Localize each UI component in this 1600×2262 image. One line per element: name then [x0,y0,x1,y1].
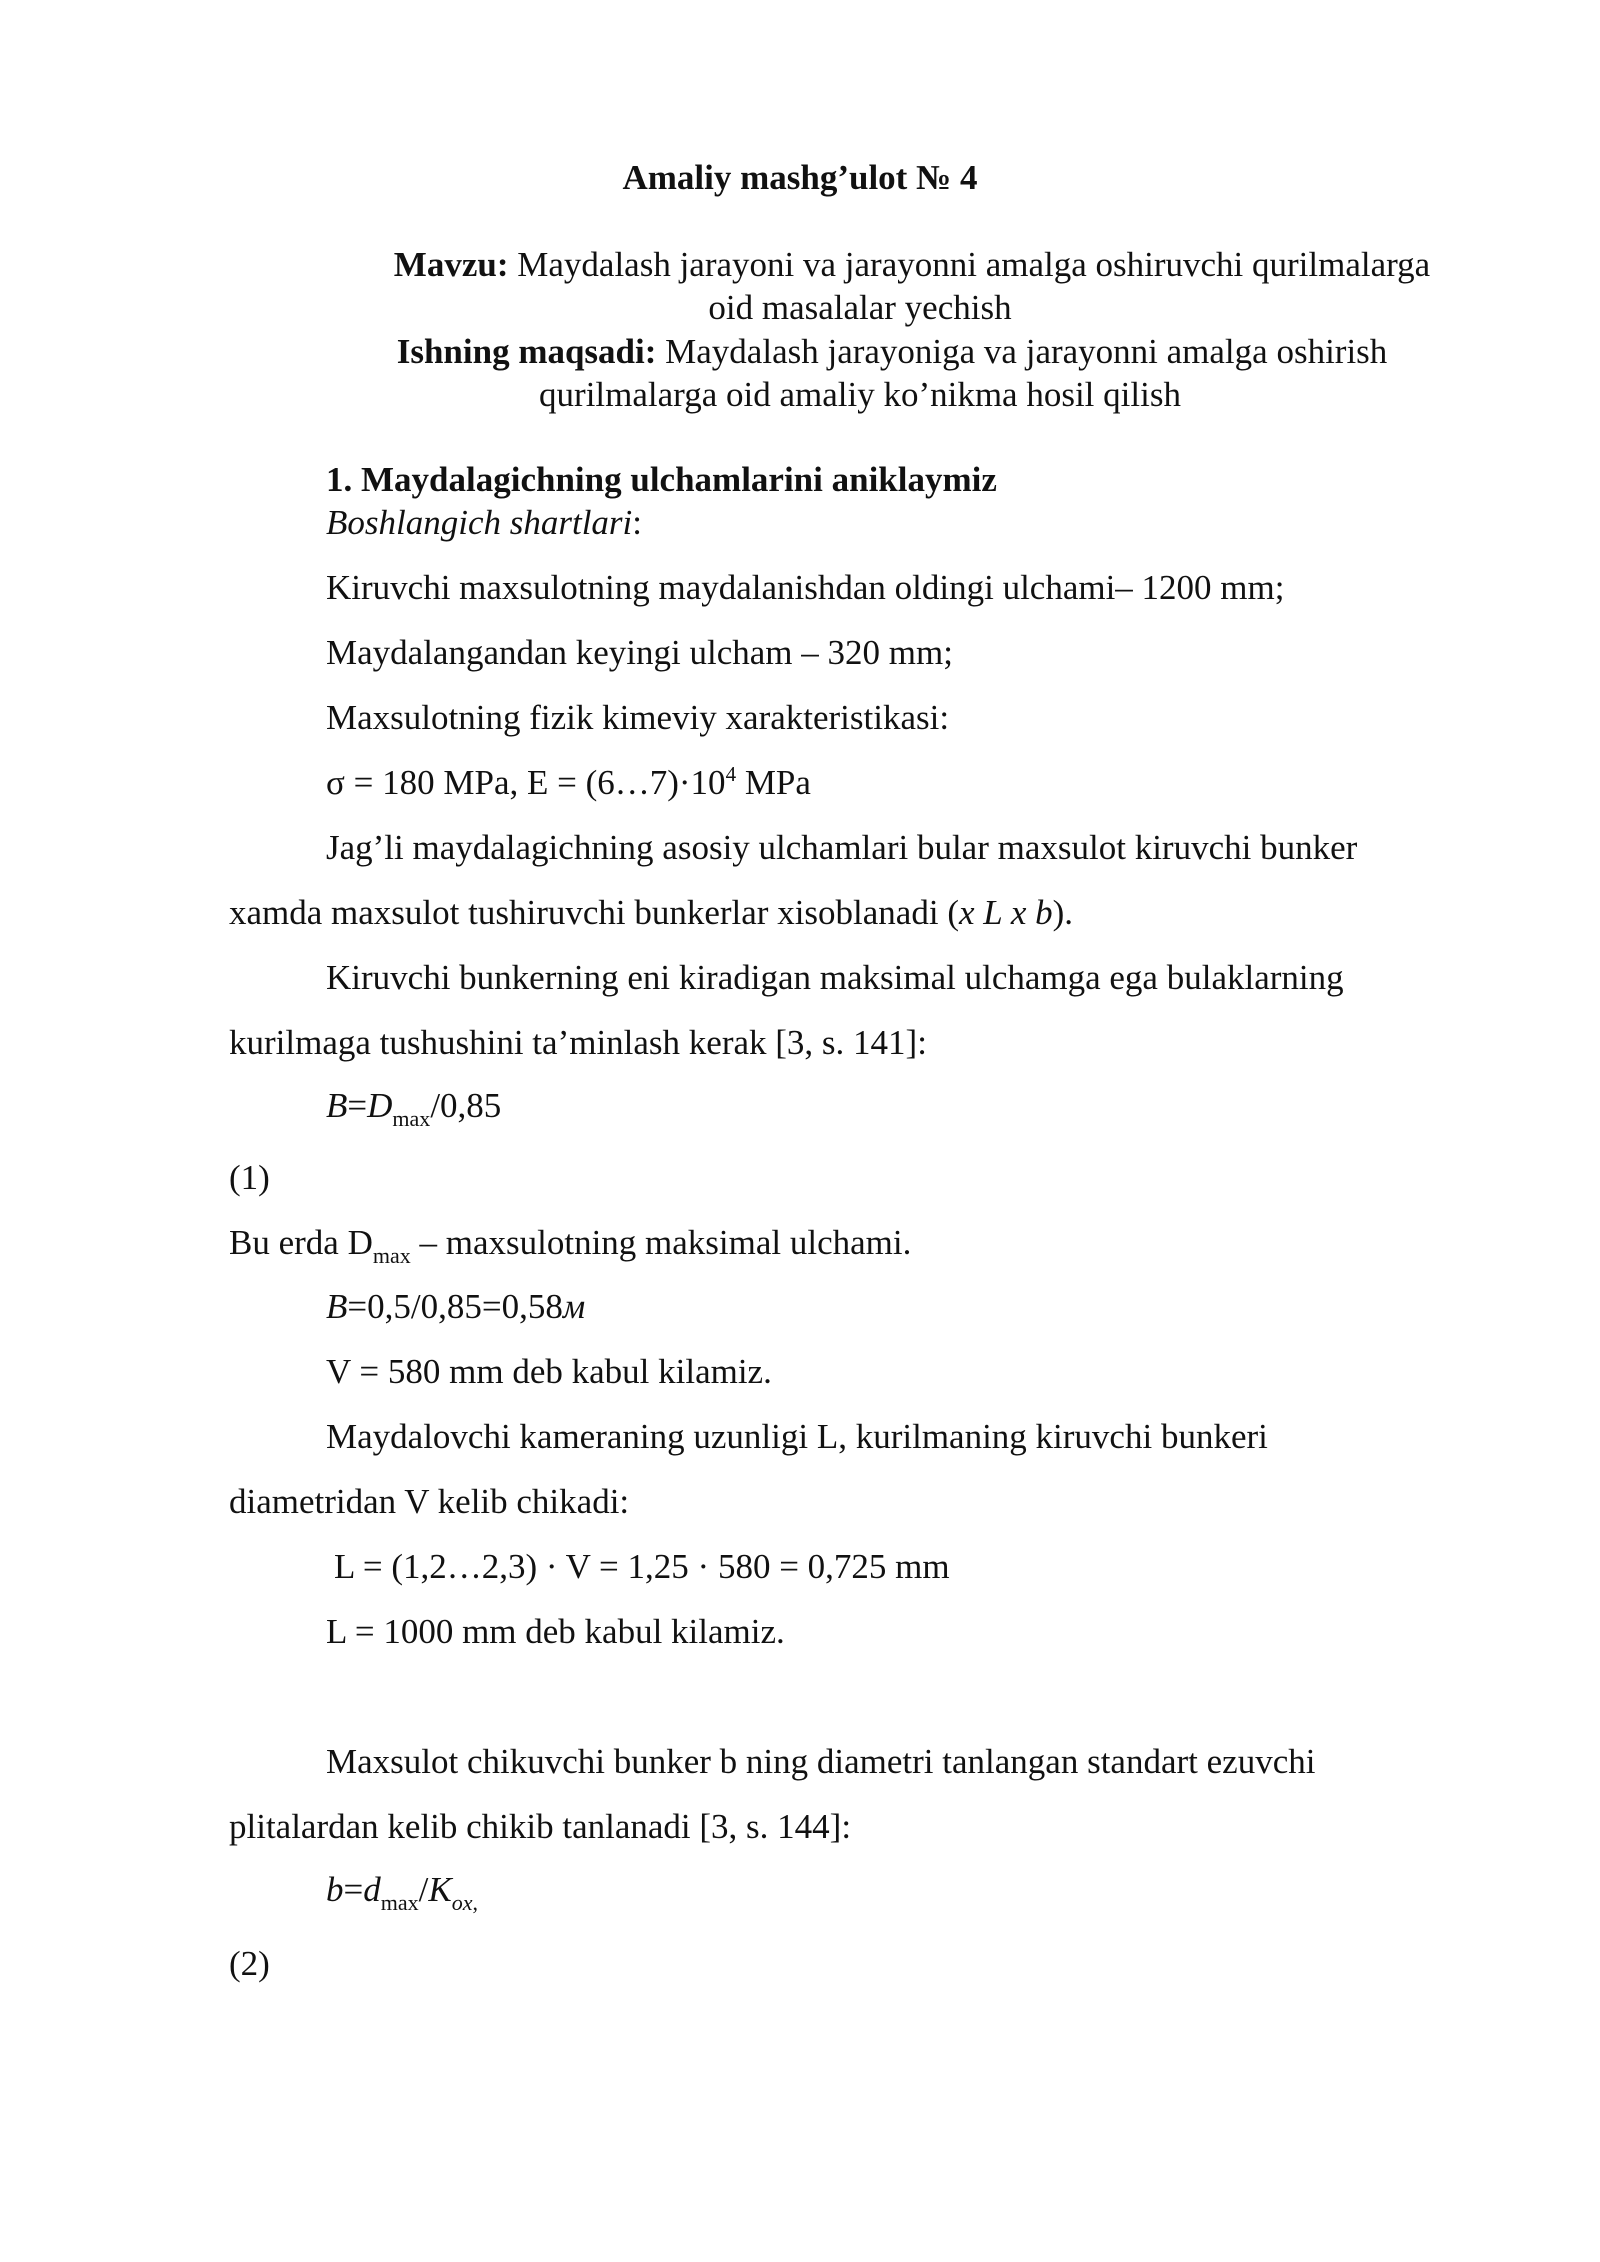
output-size-line: Maydalangandan keyingi ulcham – 320 mm; [326,633,953,672]
topic-line-1 [112,243,1600,287]
input-size-line: Kiruvchi maxsulotning maydalanishdan oldingi ulchami– 1200 mm; [326,568,1285,607]
outlet-para-line-1: Maxsulot chikuvchi bunker b ning diametri tanlangan standart ezuvchi [326,1742,1316,1781]
formula-2-sub: max [380,1890,419,1915]
chamber-para-line-2: diametridan V kelib chikadi: [229,1482,630,1521]
section-heading: 1. Maydalagichning ulchamlarini aniklaymiz [326,460,997,499]
goal-label: Ishning maqsadi: [396,332,657,371]
calc-b-lhs: B [326,1287,348,1326]
sigma-unit: MPa [736,763,811,802]
formula-1-rest: /0,85 [430,1086,502,1125]
formula-1-sub: max [392,1106,431,1131]
formula-2-k: K [428,1870,452,1909]
accept-v-line: V = 580 mm deb kabul kilamiz. [326,1352,772,1391]
formula-1-d: D [367,1086,393,1125]
conditions-colon: : [632,503,643,542]
where-line [229,1221,911,1269]
formula-2-slash: / [418,1870,429,1909]
formula-1-lhs: B [326,1086,348,1125]
formula-2-eq: = [343,1870,364,1909]
topic-text-1: Maydalash jarayoni va jarayonni amalga oshiruvchi qurilmalarga [508,245,1431,284]
topic-line-2: oid masalalar yechish [708,288,1012,327]
topic-label: Mavzu: [393,245,509,284]
sigma-main: σ = 180 MPa, E = (6…7)·10 [326,763,726,802]
bunker-para-line-2: kurilmaga tushushini ta’minlash kerak [3, s. 141]: [229,1023,927,1062]
calc-b [326,1285,585,1329]
goal-line-1 [92,330,1600,374]
outlet-para-line-2: plitalardan kelib chikib tanlanadi [3, s. 144]: [229,1807,852,1846]
physchem-line: Maxsulotning fizik kimeviy xarakteristikasi: [326,698,950,737]
bunker-para-line-1: Kiruvchi bunkerning eni kiradigan maksimal ulchamga ega bulaklarning [326,958,1344,997]
equation-number-1: (1) [229,1158,270,1197]
formula-2-comma: , [472,1890,478,1915]
calc-b-unit: м [562,1287,586,1326]
equation-number-2: (2) [229,1944,270,1983]
chamber-para-line-1: Maydalovchi kameraning uzunligi L, kurilmaning kiruvchi bunkeri [326,1417,1268,1456]
conditions-label [326,501,642,545]
formula-2 [326,1868,478,1916]
jaw-dimensions: x L x b [958,893,1053,932]
goal-line-2: qurilmalarga oid amaliy ko’nikma hosil qilish [539,375,1181,414]
conditions-label-text: Boshlangich shartlari [326,503,633,542]
formula-1 [326,1084,501,1132]
jaw-para-line-2 [229,891,1073,935]
formula-2-ksub: ox [451,1890,473,1915]
sigma-exponent: 4 [725,762,737,786]
sigma-line [326,761,811,809]
where-pre: Bu erda D [229,1223,373,1262]
where-sub: max [372,1243,411,1268]
calc-b-expr: =0,5/0,85=0,58 [347,1287,563,1326]
jaw-post: ). [1052,893,1074,932]
page-title: Amaliy mashg’ulot № 4 [622,158,978,197]
jaw-para-line-1: Jag’li maydalagichning asosiy ulchamlari bular maxsulot kiruvchi bunker [326,828,1358,867]
where-post: – maxsulotning maksimal ulchami. [410,1223,912,1262]
formula-2-d: d [363,1870,381,1909]
calc-l-line: L = (1,2…2,3) · V = 1,25 · 580 = 0,725 mm [334,1547,950,1586]
goal-text-1: Maydalash jarayoniga va jarayonni amalga oshirish [656,332,1388,371]
formula-1-eq: = [347,1086,368,1125]
jaw-pre: xamda maxsulot tushiruvchi bunkerlar xisoblanadi ( [229,893,959,932]
formula-2-lhs: b [326,1870,344,1909]
accept-l-line: L = 1000 mm deb kabul kilamiz. [326,1612,785,1651]
